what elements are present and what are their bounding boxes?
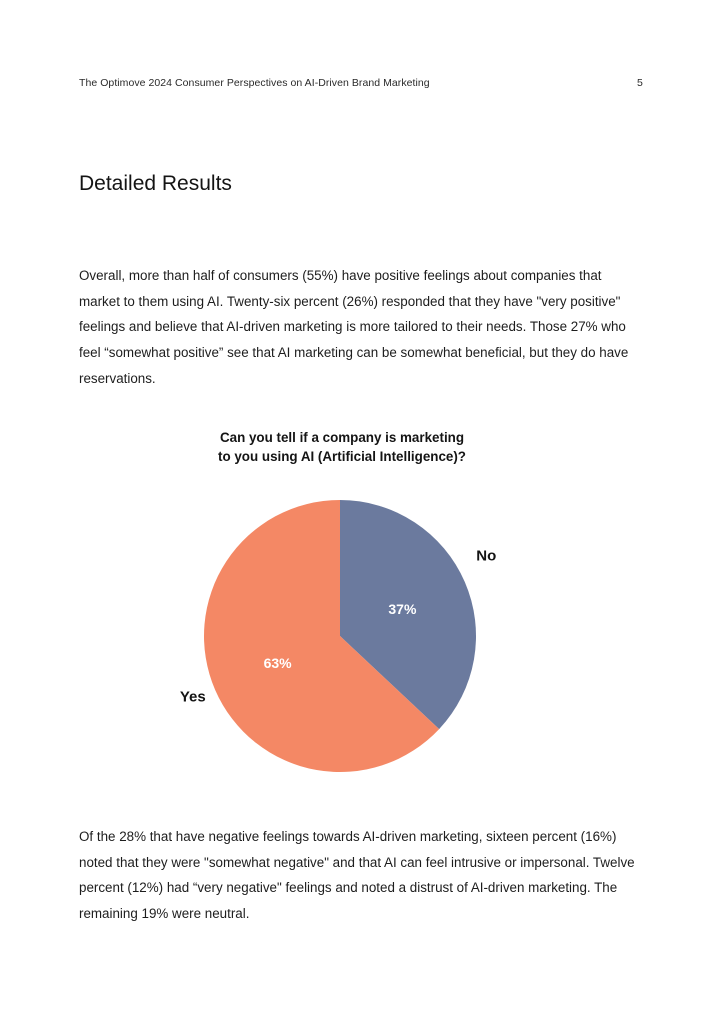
header-title: The Optimove 2024 Consumer Perspectives on AI-Driven Brand Marketing (79, 77, 430, 89)
section-title: Detailed Results (79, 172, 232, 195)
pie-value-label-no: 37% (388, 600, 417, 617)
chart-title-line-1: Can you tell if a company is marketing (219, 430, 465, 445)
pie-category-label-no: No (476, 547, 497, 565)
pie-chart (0, 420, 724, 790)
pie-chart-svg (0, 420, 724, 790)
intro-paragraph: Overall, more than half of consumers (55%) have positive feelings about companies that market to them using AI. Twenty-six percent (26%) responded that they have "very positive" feelings and believe that AI-driven marketing is more tailored to their needs. Those 27% who feel “somewhat positive” see that AI marketing can be somewhat beneficial, but they do have reservations. (79, 268, 629, 386)
negative-paragraph: Of the 28% that have negative feelings towards AI-driven marketing, sixteen percent (16%) noted that they were "somewhat negative" and that AI can feel intrusive or impersonal. Twelve percent (12%) had “very negative" feelings and noted a distrust of AI-driven marketing. The remaining 19% were neutral. (79, 829, 635, 922)
page-number: 5 (637, 77, 643, 89)
pie-value-label-yes: 63% (263, 655, 292, 672)
pie-category-label-yes: Yes (179, 688, 206, 706)
chart-title-line-2: to you using AI (Artificial Intelligence)? (218, 449, 466, 464)
